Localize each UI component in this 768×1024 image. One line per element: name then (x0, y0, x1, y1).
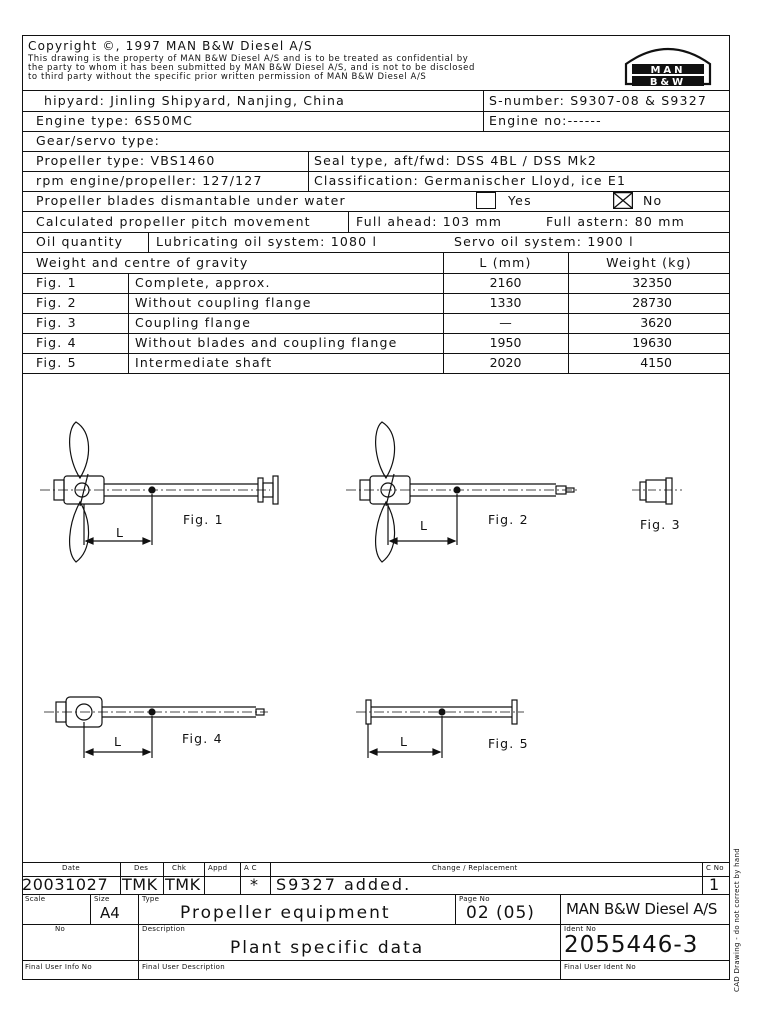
notice-line-1: This drawing is the property of MAN B&W Diesel A/S and is to be treated as confidential by (28, 54, 469, 64)
description-label: Description (142, 925, 186, 933)
pitch-movement-label: Calculated propeller pitch movement (36, 214, 311, 229)
revision-date: 20031027 (22, 875, 109, 894)
logo-top-text: MAN (650, 65, 686, 76)
ident-number: 2055446-3 (564, 932, 699, 958)
yes-label: Yes (508, 193, 532, 208)
row-fig: Fig. 5 (36, 355, 77, 370)
figure-4-shaft-without-blades (44, 697, 268, 758)
ac-column-label: A C (244, 864, 257, 872)
fig-5-label: Fig. 5 (488, 736, 529, 751)
fig-4-label: Fig. 4 (182, 731, 223, 746)
dismantable-text: Propeller blades dismantable under water (36, 193, 346, 208)
cno-column-label: C No (706, 864, 724, 872)
weight-kg-header: Weight (kg) (606, 255, 692, 270)
revision-ac: * (250, 875, 260, 894)
figure-3-coupling-flange (632, 478, 682, 504)
full-ahead-text: Full ahead: 103 mm (356, 214, 503, 229)
lub-oil-text: Lubricating oil system: 1080 l (156, 234, 378, 249)
row-desc: Complete, approx. (135, 275, 271, 290)
scale-label: Scale (25, 895, 46, 903)
fig-1-dim-label: L (116, 525, 125, 540)
size-label: Size (94, 895, 110, 903)
row-weight: 19630 (632, 335, 672, 350)
date-column-label: Date (62, 864, 80, 872)
row-l: 1950 (489, 335, 522, 350)
notice-line-3: to third party without the specific prior written permission of MAN B&W Diesel A/S (28, 72, 427, 82)
drawing-type: Propeller equipment (180, 903, 391, 923)
final-user-info-label: Final User Info No (25, 963, 92, 971)
fig-3-label: Fig. 3 (640, 517, 681, 532)
l-mm-header: L (mm) (479, 255, 532, 270)
row-weight: 4150 (640, 355, 672, 370)
row-fig: Fig. 4 (36, 335, 77, 350)
no-label: No (643, 193, 663, 208)
drawing-description: Plant specific data (230, 938, 425, 958)
des-column-label: Des (134, 864, 149, 872)
gear-servo-text: Gear/servo type: (36, 133, 161, 148)
chk-column-label: Chk (172, 864, 187, 872)
fig-2-dim-label: L (420, 518, 429, 533)
change-column-label: Change / Replacement (432, 864, 518, 872)
notice-line-2: the party to whom it has been submitted by MAN B&W Diesel A/S, and is not to be disclosed (28, 63, 475, 73)
row-fig: Fig. 3 (36, 315, 77, 330)
engine-no-text: Engine no:------ (489, 113, 602, 128)
shipyard-text: hipyard: Jinling Shipyard, Nanjing, China (44, 93, 345, 108)
row-l: — (499, 315, 512, 330)
oil-quantity-label: Oil quantity (36, 234, 124, 249)
propeller-type-text: Propeller type: VBS1460 (36, 153, 216, 168)
logo-bottom-text: B&W (649, 77, 687, 88)
figure-1-complete-propeller (40, 422, 278, 562)
row-l: 2160 (489, 275, 522, 290)
row-desc: Without coupling flange (135, 295, 312, 310)
row-weight: 28730 (632, 295, 672, 310)
row-l: 1330 (489, 295, 522, 310)
revision-change: S9327 added. (276, 875, 412, 894)
rpm-text: rpm engine/propeller: 127/127 (36, 173, 263, 188)
row-weight: 32350 (632, 275, 672, 290)
full-astern-text: Full astern: 80 mm (546, 214, 685, 229)
classification-text: Classification: Germanischer Lloyd, ice E1 (314, 173, 627, 188)
engine-type-text: Engine type: 6S50MC (36, 113, 194, 128)
row-l: 2020 (489, 355, 522, 370)
sheet-size: A4 (100, 904, 120, 922)
figure-2-propeller-without-flange (346, 422, 578, 562)
ident-no-label: Ident No (564, 925, 597, 933)
page-number: 02 (05) (466, 903, 535, 923)
fig-4-dim-label: L (114, 734, 123, 749)
final-user-description-label: Final User Description (142, 963, 226, 971)
s-number-text: S-number: S9307-08 & S9327 (489, 93, 707, 108)
seal-type-text: Seal type, aft/fwd: DSS 4BL / DSS Mk2 (314, 153, 598, 168)
row-desc: Coupling flange (135, 315, 252, 330)
page-no-label: Page No (459, 895, 490, 903)
row-desc: Intermediate shaft (135, 355, 273, 370)
revision-cno: 1 (709, 875, 721, 894)
revision-designer: TMK (122, 875, 158, 894)
fig-5-dim-label: L (400, 734, 409, 749)
fig-2-label: Fig. 2 (488, 512, 529, 527)
row-desc: Without blades and coupling flange (135, 335, 398, 350)
appd-column-label: Appd (208, 864, 228, 872)
final-user-ident-label: Final User Ident No (564, 963, 636, 971)
fig-1-label: Fig. 1 (183, 512, 224, 527)
weight-header: Weight and centre of gravity (36, 255, 249, 270)
type-label: Type (142, 895, 160, 903)
row-fig: Fig. 2 (36, 295, 77, 310)
cad-drawing-note: CAD Drawing - do not correct by hand (733, 848, 741, 992)
servo-oil-text: Servo oil system: 1900 l (454, 234, 634, 249)
company-name: MAN B&W Diesel A/S (566, 900, 718, 918)
no-label-small: No (55, 925, 66, 933)
revision-checker: TMK (165, 875, 201, 894)
row-weight: 3620 (640, 315, 672, 330)
row-fig: Fig. 1 (36, 275, 77, 290)
copyright-text: Copyright ©, 1997 MAN B&W Diesel A/S (28, 39, 313, 53)
